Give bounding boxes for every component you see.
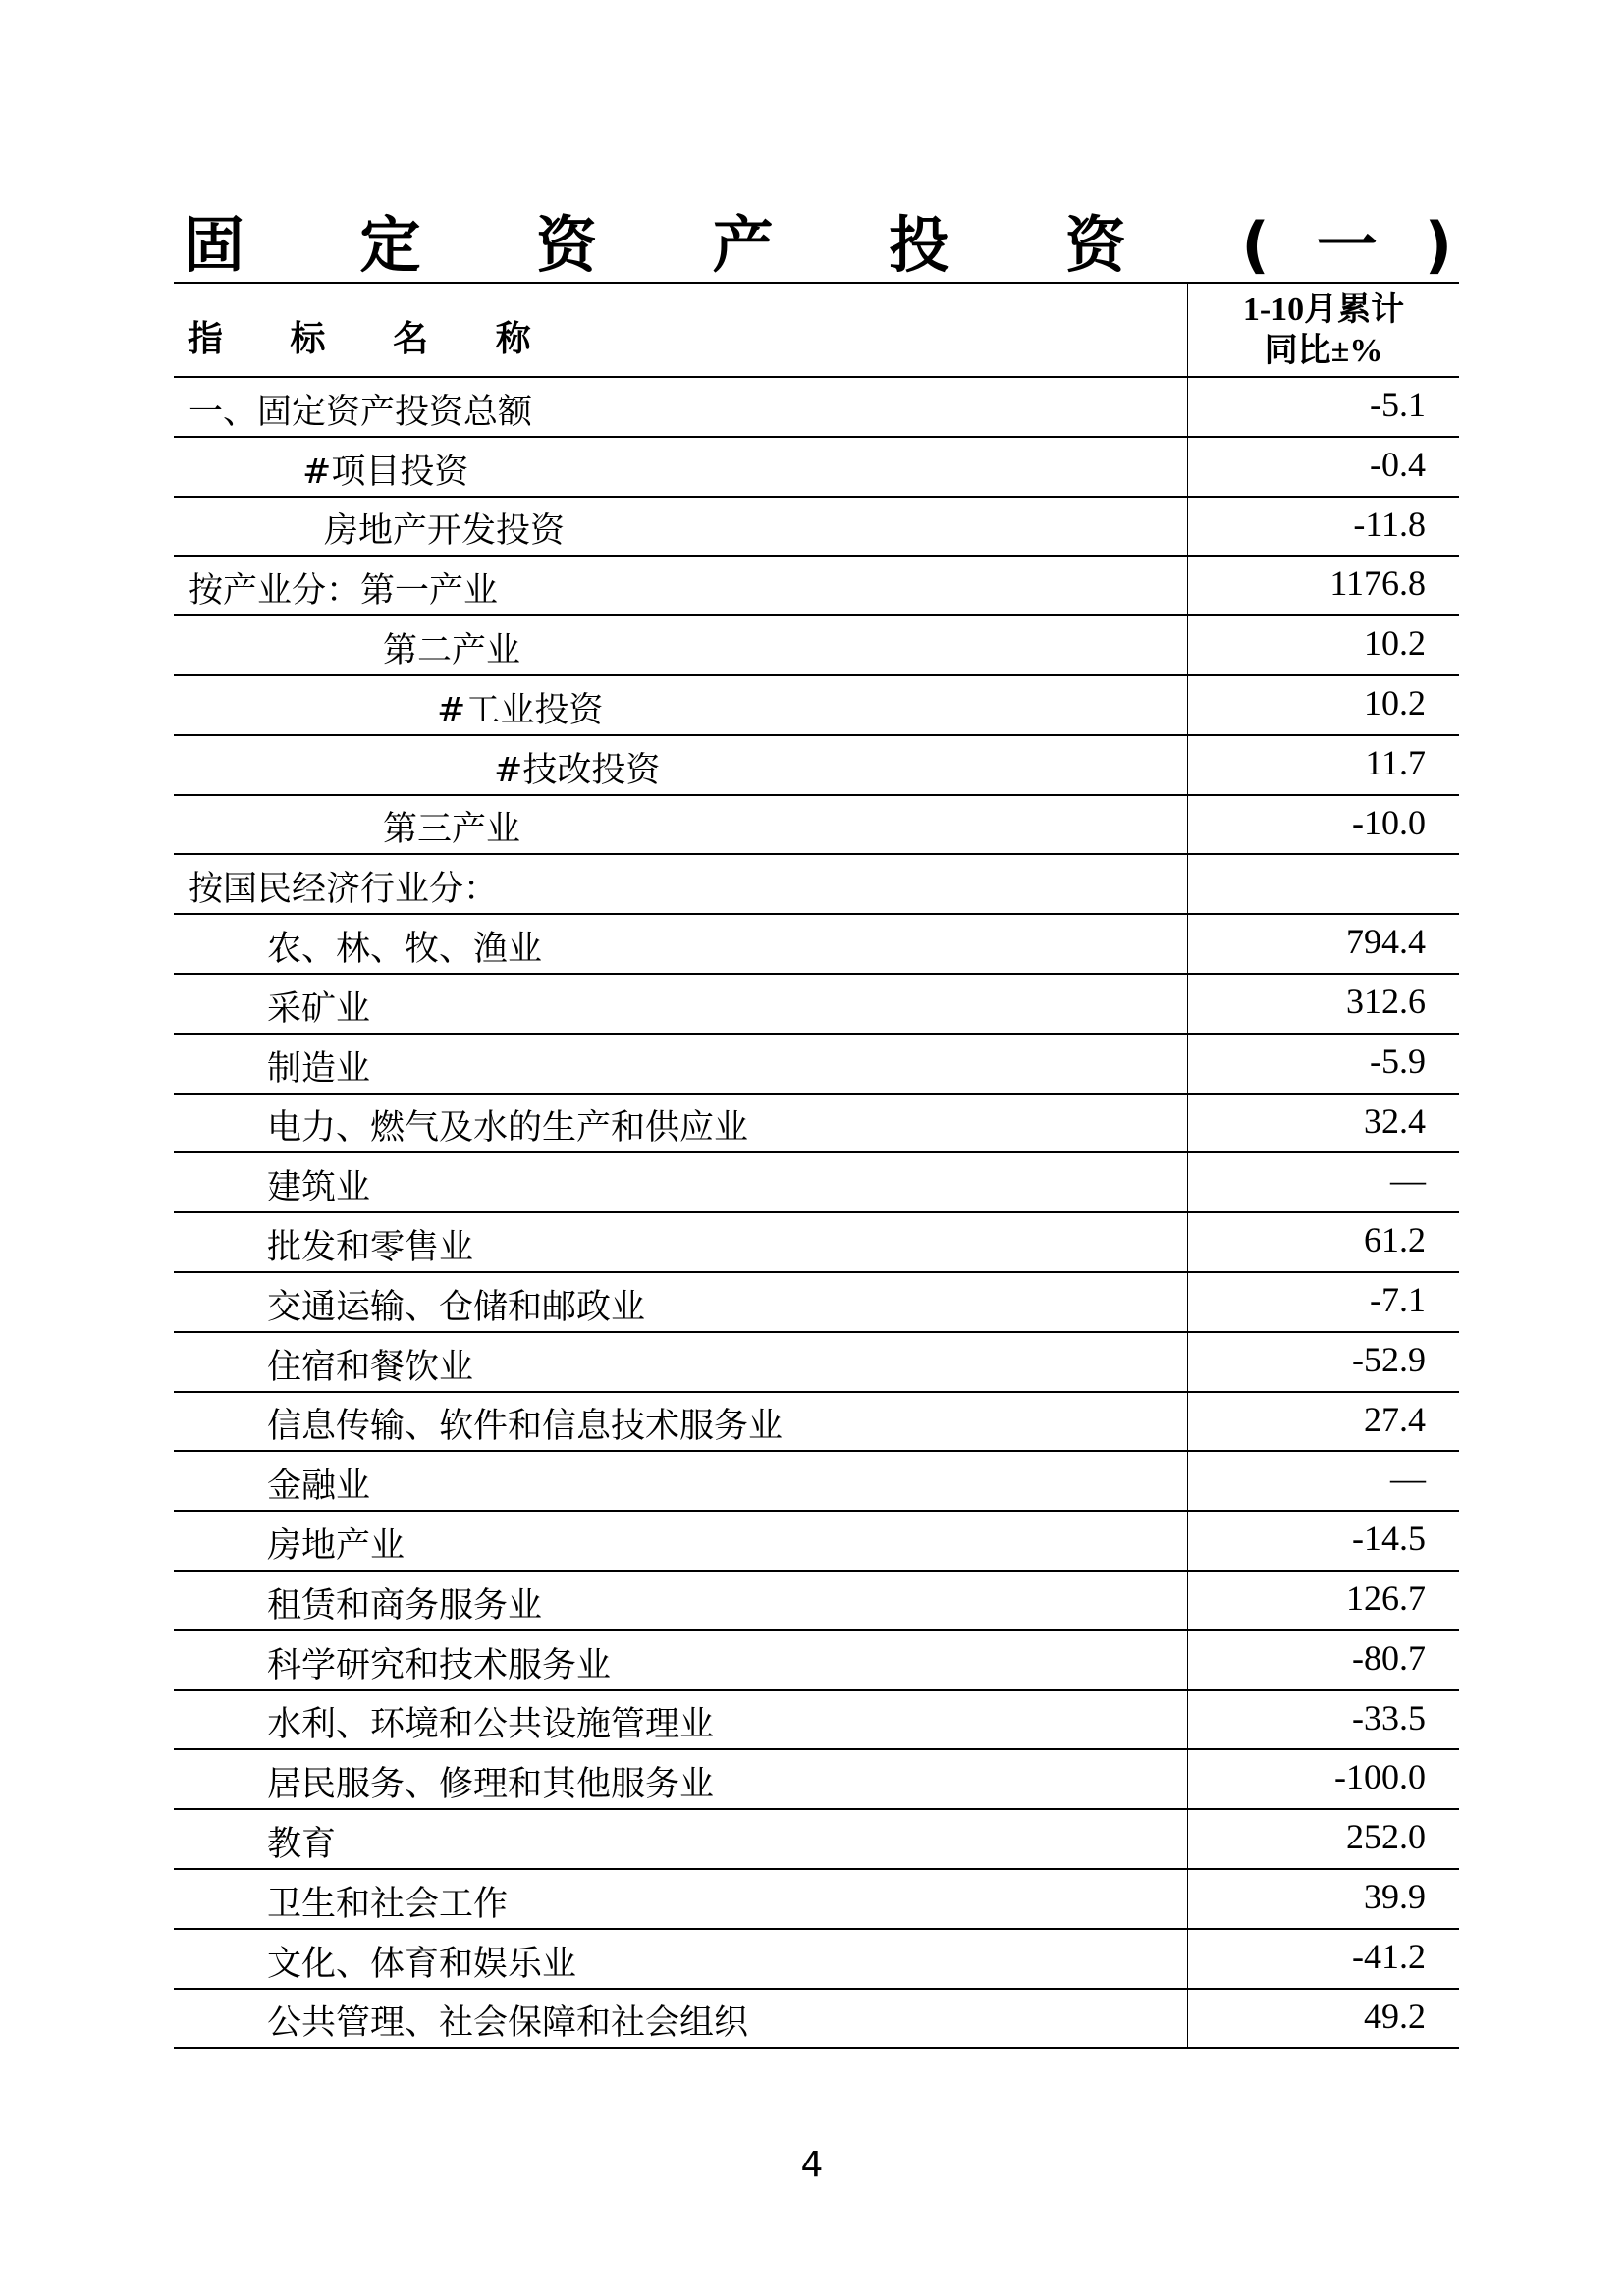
row-label: 批发和零售业 xyxy=(267,1227,474,1267)
row-value: — xyxy=(1390,1160,1426,1201)
row-value: 312.6 xyxy=(1346,981,1426,1021)
table-row xyxy=(174,1333,1459,1393)
row-name-cell xyxy=(174,1810,1188,1868)
row-name-cell xyxy=(174,796,1188,854)
row-value-cell xyxy=(1188,1691,1459,1749)
row-name-cell xyxy=(174,557,1188,614)
row-label: 居民服务、修理和其他服务业 xyxy=(267,1765,715,1805)
row-value-cell xyxy=(1188,1750,1459,1808)
row-name-cell xyxy=(174,1691,1188,1749)
row-value-cell xyxy=(1188,1333,1459,1391)
row-value: -5.9 xyxy=(1370,1041,1426,1081)
row-label: 建筑业 xyxy=(267,1168,371,1208)
row-label: 文化、体育和娱乐业 xyxy=(267,1944,577,1984)
row-label: 电力、燃气及水的生产和供应业 xyxy=(267,1108,749,1148)
row-name-cell xyxy=(174,378,1188,436)
table-row xyxy=(174,796,1459,856)
table-row xyxy=(174,1750,1459,1810)
row-name-cell xyxy=(174,1990,1188,2048)
row-label: 金融业 xyxy=(267,1467,371,1507)
table-body xyxy=(174,378,1459,2049)
header-name-label: 指 标 名 称 xyxy=(188,319,559,359)
row-value-cell xyxy=(1188,736,1459,794)
row-name-cell xyxy=(174,1870,1188,1928)
row-name-cell xyxy=(174,736,1188,794)
header-value-label xyxy=(1188,290,1459,372)
table-row xyxy=(174,1512,1459,1572)
row-name-cell xyxy=(174,855,1188,913)
row-value-cell xyxy=(1188,1035,1459,1093)
row-value-cell xyxy=(1188,855,1459,913)
row-value-cell xyxy=(1188,1512,1459,1570)
row-name-cell xyxy=(174,676,1188,734)
row-name-cell xyxy=(174,1333,1188,1391)
row-label: 卫生和社会工作 xyxy=(267,1884,509,1924)
row-value-cell xyxy=(1188,1095,1459,1152)
table-row xyxy=(174,1095,1459,1154)
row-value: 126.7 xyxy=(1346,1577,1426,1618)
row-name-cell xyxy=(174,1393,1188,1451)
row-name-cell xyxy=(174,915,1188,973)
row-name-cell xyxy=(174,1452,1188,1510)
row-label: 一、固定资产投资总额 xyxy=(189,392,533,432)
row-value: 49.2 xyxy=(1364,1996,1426,2036)
row-name-cell xyxy=(174,1273,1188,1331)
row-value-cell xyxy=(1188,1393,1459,1451)
row-value-cell xyxy=(1188,1572,1459,1629)
row-label: 采矿业 xyxy=(267,988,371,1029)
row-value: -52.9 xyxy=(1352,1339,1426,1379)
row-value: -5.1 xyxy=(1370,385,1426,424)
table-row xyxy=(174,1930,1459,1990)
table-row xyxy=(174,1273,1459,1333)
row-value: -100.0 xyxy=(1334,1757,1426,1797)
row-value: -11.8 xyxy=(1353,504,1426,544)
row-label: 交通运输、仓储和邮政业 xyxy=(267,1287,646,1327)
row-value-cell xyxy=(1188,557,1459,614)
row-value-cell xyxy=(1188,616,1459,674)
header-value-line1: 1-10月累计 xyxy=(1242,292,1405,328)
row-name-cell xyxy=(174,1512,1188,1570)
table-row xyxy=(174,378,1459,438)
row-label: 房地产开发投资 xyxy=(324,511,566,552)
row-label: #技改投资 xyxy=(494,750,661,790)
table-header xyxy=(174,284,1459,378)
row-name-cell xyxy=(174,1035,1188,1093)
row-label: 按产业分：第一产业 xyxy=(189,571,499,612)
row-value: 27.4 xyxy=(1364,1399,1426,1439)
table-row xyxy=(174,1035,1459,1095)
row-name-cell xyxy=(174,1213,1188,1271)
header-value-line2: 同比±% xyxy=(1264,333,1383,369)
row-value: -80.7 xyxy=(1352,1637,1426,1678)
row-label: 按国民经济行业分： xyxy=(189,870,499,910)
row-value-cell xyxy=(1188,1930,1459,1988)
row-value: 10.2 xyxy=(1364,623,1426,664)
table-row xyxy=(174,975,1459,1035)
table-row xyxy=(174,676,1459,736)
table-row xyxy=(174,1990,1459,2050)
row-value: -0.4 xyxy=(1370,444,1426,484)
row-value: 61.2 xyxy=(1364,1220,1426,1260)
row-value-cell xyxy=(1188,676,1459,734)
row-name-cell xyxy=(174,1095,1188,1152)
table-row xyxy=(174,1691,1459,1751)
table-row xyxy=(174,1452,1459,1512)
row-label: 信息传输、软件和信息技术服务业 xyxy=(267,1407,784,1447)
row-value: 39.9 xyxy=(1364,1876,1426,1916)
row-value-cell xyxy=(1188,1870,1459,1928)
table-row xyxy=(174,1572,1459,1631)
row-label: 科学研究和技术服务业 xyxy=(267,1645,612,1685)
row-value-cell xyxy=(1188,378,1459,436)
row-label: 住宿和餐饮业 xyxy=(267,1347,474,1387)
row-value: -10.0 xyxy=(1352,802,1426,842)
table-row xyxy=(174,1213,1459,1273)
row-value-cell xyxy=(1188,498,1459,556)
row-value-cell xyxy=(1188,1810,1459,1868)
row-value: 11.7 xyxy=(1365,742,1426,782)
row-label: 租赁和商务服务业 xyxy=(267,1585,543,1626)
row-label: #项目投资 xyxy=(302,452,469,492)
row-value-cell xyxy=(1188,796,1459,854)
row-value: -7.1 xyxy=(1370,1279,1426,1319)
row-value-cell xyxy=(1188,915,1459,973)
row-value-cell xyxy=(1188,975,1459,1033)
table-row xyxy=(174,1153,1459,1213)
row-value-cell xyxy=(1188,1631,1459,1689)
row-value: -14.5 xyxy=(1352,1519,1426,1559)
row-value-cell xyxy=(1188,438,1459,496)
row-label: 制造业 xyxy=(267,1048,371,1089)
table-row xyxy=(174,557,1459,616)
page-number: 4 xyxy=(800,2145,824,2185)
row-value: -33.5 xyxy=(1352,1697,1426,1737)
row-value-cell xyxy=(1188,1452,1459,1510)
row-value: -41.2 xyxy=(1352,1936,1426,1976)
table-row xyxy=(174,736,1459,796)
row-value: — xyxy=(1390,1459,1426,1499)
table-row xyxy=(174,616,1459,676)
row-name-cell xyxy=(174,498,1188,556)
table-row xyxy=(174,438,1459,498)
row-label: 房地产业 xyxy=(267,1525,406,1566)
row-label: #工业投资 xyxy=(437,690,604,730)
table-row xyxy=(174,1810,1459,1870)
row-value-cell xyxy=(1188,1213,1459,1271)
row-name-cell xyxy=(174,975,1188,1033)
row-name-cell xyxy=(174,1930,1188,1988)
table-row xyxy=(174,1870,1459,1930)
fixed-asset-investment-table xyxy=(174,282,1459,2049)
row-value: 1176.8 xyxy=(1329,563,1426,604)
row-label: 公共管理、社会保障和社会组织 xyxy=(267,2003,749,2044)
row-label: 水利、环境和公共设施管理业 xyxy=(267,1705,715,1745)
row-value: 32.4 xyxy=(1364,1100,1426,1141)
page-title: 固 定 资 产 投 资 (一) xyxy=(183,209,1500,281)
row-name-cell xyxy=(174,1153,1188,1211)
table-row xyxy=(174,915,1459,975)
row-name-cell xyxy=(174,438,1188,496)
row-label: 第三产业 xyxy=(383,810,521,850)
row-value-cell xyxy=(1188,1153,1459,1211)
row-name-cell xyxy=(174,616,1188,674)
row-label: 农、林、牧、渔业 xyxy=(267,929,543,969)
row-name-cell xyxy=(174,1572,1188,1629)
row-name-cell xyxy=(174,1750,1188,1808)
row-label: 第二产业 xyxy=(383,630,521,670)
row-name-cell xyxy=(174,1631,1188,1689)
header-name-cell xyxy=(174,284,1188,376)
row-value-cell xyxy=(1188,1273,1459,1331)
table-row xyxy=(174,1393,1459,1453)
table-row xyxy=(174,1631,1459,1691)
row-value: 794.4 xyxy=(1346,922,1426,962)
row-value: 252.0 xyxy=(1346,1817,1426,1857)
table-row xyxy=(174,855,1459,915)
header-value-cell xyxy=(1188,284,1459,376)
row-label: 教育 xyxy=(267,1824,337,1864)
row-value: 10.2 xyxy=(1364,682,1426,722)
table-row xyxy=(174,498,1459,558)
row-value-cell xyxy=(1188,1990,1459,2048)
